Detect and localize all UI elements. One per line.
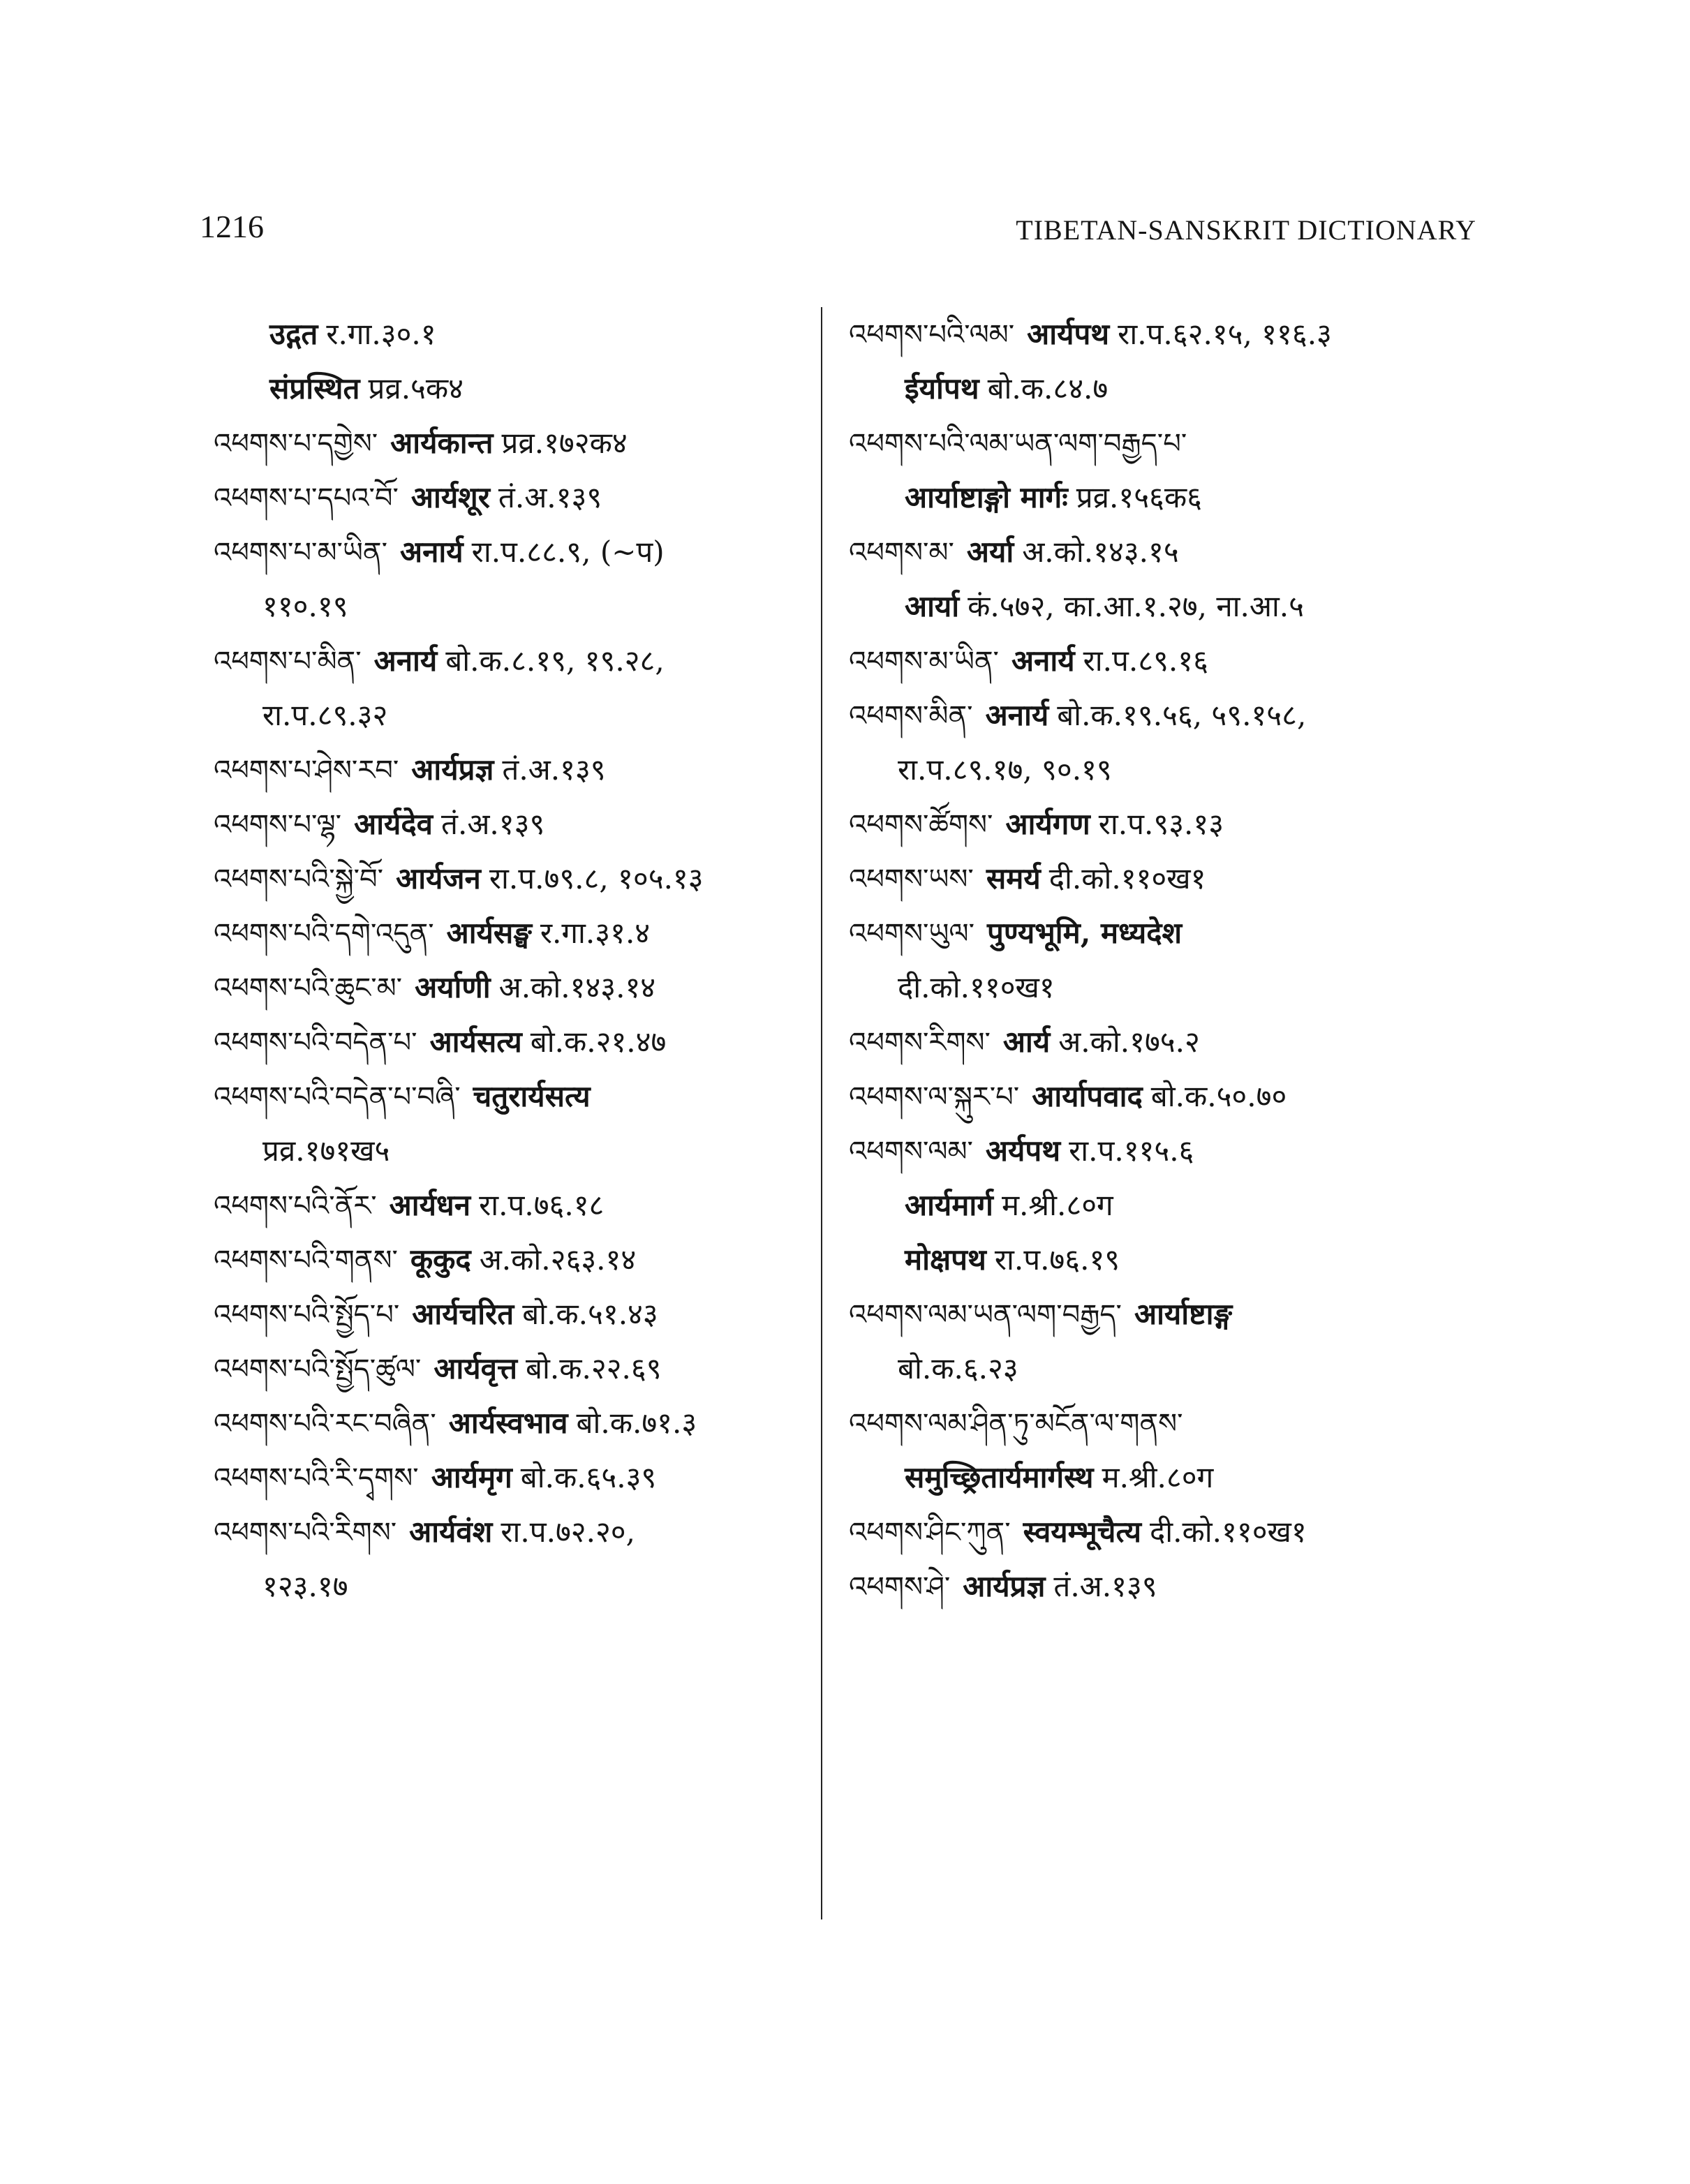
dictionary-line [849, 1287, 1477, 1342]
source-reference: तं.अ.१३९ [441, 807, 545, 841]
tibetan-headword: འཕགས་པ་མིན་ [214, 646, 362, 678]
sanskrit-equivalent: आर्याष्टाङ्गो मार्गः [905, 480, 1068, 514]
tibetan-headword: འཕགས་ལམ་ཤིན་ཏུ་མངོན་ལ་གནས་ [849, 1408, 1183, 1440]
page-number: 1216 [200, 209, 264, 244]
dictionary-line [849, 470, 1477, 525]
source-reference: र.गा.३१.४ [540, 916, 651, 950]
sanskrit-equivalent: आर्यप्रज्ञ [963, 1569, 1046, 1603]
sanskrit-equivalent: आर्यापवाद [1032, 1079, 1143, 1113]
tibetan-headword: འཕགས་མ་ [849, 537, 954, 569]
source-reference: बो.क.७१.३ [576, 1406, 697, 1440]
dictionary-line [214, 634, 814, 688]
sanskrit-equivalent: कूकुद [410, 1242, 471, 1277]
source-reference: रा.प.७६.१८ [479, 1188, 605, 1222]
dictionary-line [849, 688, 1477, 743]
tibetan-headword: འཕགས་པའི་བདེན་པ་ [214, 1027, 417, 1059]
tibetan-headword: འཕགས་པའི་རང་བཞིན་ [214, 1408, 436, 1440]
sanskrit-equivalent: अनार्य [373, 644, 438, 678]
source-reference: बो.क.५०.७० [1150, 1079, 1287, 1113]
source-reference: तं.अ.१३९ [1053, 1569, 1157, 1603]
dictionary-line [849, 1505, 1477, 1559]
dictionary-line [849, 416, 1477, 470]
dictionary-line [849, 1015, 1477, 1069]
dictionary-line [214, 743, 814, 797]
sanskrit-equivalent: अर्या [966, 535, 1014, 569]
source-reference: र.गा.३०.१ [326, 317, 436, 351]
dictionary-line [849, 852, 1477, 906]
sanskrit-equivalent: संप्रस्थित [269, 371, 360, 406]
source-reference: रा.प.८९.१६ [1083, 644, 1208, 678]
sanskrit-equivalent: आर्यमार्ग [905, 1188, 993, 1222]
dictionary-line [849, 1559, 1477, 1614]
sanskrit-equivalent: उद्गत [269, 317, 318, 351]
sanskrit-equivalent: आर्यमृग [431, 1460, 512, 1494]
dictionary-line [214, 307, 814, 362]
dictionary-line [849, 1124, 1477, 1178]
source-reference: म.श्री.८०ग [1102, 1460, 1214, 1494]
dictionary-line [214, 579, 814, 634]
tibetan-headword: འཕགས་པའི་ལམ་ཡན་ལག་བརྒྱད་པ་ [849, 428, 1187, 460]
sanskrit-equivalent: आर्यचरित [412, 1297, 514, 1331]
source-reference: रा.प.७९.८, १०५.१३ [489, 861, 704, 896]
sanskrit-equivalent: अर्याणी [415, 970, 491, 1004]
dictionary-line [849, 906, 1477, 960]
source-reference: बो.क.२२.६९ [526, 1351, 662, 1386]
dictionary-line [849, 1178, 1477, 1233]
right-column [849, 307, 1477, 1614]
dictionary-line [214, 1015, 814, 1069]
source-reference: रा.प.११५.६ [1069, 1134, 1194, 1168]
source-reference: कं.५७२, का.आ.१.२७, ना.आ.५ [968, 589, 1304, 623]
sanskrit-equivalent: स्वयम्भूचैत्य [1023, 1515, 1141, 1549]
tibetan-headword: འཕགས་པའི་གནས་ [214, 1245, 398, 1277]
dictionary-line [214, 1396, 814, 1450]
tibetan-headword: འཕགས་ལམ་ [849, 1136, 973, 1168]
dictionary-line [214, 1178, 814, 1233]
tibetan-headword: འཕགས་ཤེ་ [849, 1571, 951, 1603]
source-reference: रा.प.८९.१७, ९०.१९ [898, 752, 1112, 787]
source-reference: अ.को.१४३.१४ [498, 970, 656, 1004]
source-reference: रा.प.९३.१३ [1098, 807, 1224, 841]
source-reference: म.श्री.८०ग [1001, 1188, 1113, 1222]
dictionary-line [849, 1069, 1477, 1124]
sanskrit-equivalent: समर्य [986, 861, 1041, 896]
sanskrit-equivalent: अनार्य [1011, 644, 1075, 678]
sanskrit-equivalent: समुच्छ्रितार्यमार्गस्थ [905, 1460, 1094, 1494]
dictionary-line [214, 1287, 814, 1342]
dictionary-line [849, 1233, 1477, 1287]
sanskrit-equivalent: आर्यस्वभाव [448, 1406, 568, 1440]
dictionary-line [849, 797, 1477, 852]
sanskrit-equivalent: आर्या [905, 589, 960, 623]
source-reference: प्रव्र.१७१ख५ [262, 1134, 390, 1168]
dictionary-line [849, 743, 1477, 797]
source-reference: अ.को.१४३.१५ [1022, 535, 1179, 569]
tibetan-headword: འཕགས་པ་ཤེས་རབ་ [214, 755, 399, 787]
sanskrit-equivalent: आर्यवृत्त [433, 1351, 517, 1386]
sanskrit-equivalent: आर्यगण [1005, 807, 1090, 841]
source-reference: बो.क.१९.५६, ५९.१५८, [1057, 698, 1307, 732]
source-reference: रा.प.८९.३२ [262, 698, 388, 732]
tibetan-headword: འཕགས་མིན་ [849, 700, 973, 732]
dictionary-line [214, 1124, 814, 1178]
sanskrit-equivalent: आर्य [1002, 1025, 1051, 1059]
column-divider [821, 307, 822, 1919]
source-reference: बो.क.८४.७ [987, 371, 1109, 406]
source-reference: बो.क.६.२३ [898, 1351, 1018, 1386]
source-reference: प्रव्र.१५६क६ [1076, 480, 1202, 514]
source-reference: बो.क.५१.४३ [522, 1297, 658, 1331]
sanskrit-equivalent: आर्यवंश [409, 1515, 493, 1549]
tibetan-headword: འཕགས་ཡས་ [849, 863, 974, 896]
source-reference: तं.अ.१३९ [498, 480, 602, 514]
tibetan-headword: འཕགས་པའི་ཆུང་མ་ [214, 972, 403, 1004]
tibetan-headword: འཕགས་རིགས་ [849, 1027, 991, 1059]
source-reference: प्रव्र.५क४ [368, 371, 464, 406]
sanskrit-equivalent: आर्यसत्य [429, 1025, 522, 1059]
dictionary-line [849, 362, 1477, 416]
sanskrit-equivalent: मोक्षपथ [905, 1242, 986, 1277]
tibetan-headword: འཕགས་པའི་སྤྱོད་ཚུལ་ [214, 1353, 422, 1386]
dictionary-line [849, 307, 1477, 362]
dictionary-line [849, 1450, 1477, 1505]
source-reference: अ.को.२६३.१४ [479, 1242, 637, 1277]
dictionary-line [849, 1396, 1477, 1450]
tibetan-headword: འཕགས་པ་ལྷ་ [214, 809, 342, 841]
sanskrit-equivalent: आर्यजन [396, 861, 481, 896]
dictionary-line [214, 906, 814, 960]
dictionary-line [214, 1450, 814, 1505]
dictionary-line [849, 525, 1477, 579]
tibetan-headword: འཕགས་པའི་རིགས་ [214, 1517, 397, 1549]
source-reference: रा.प.६२.१५, ११६.३ [1118, 317, 1332, 351]
sanskrit-equivalent: आर्यधन [389, 1188, 471, 1222]
sanskrit-equivalent: आर्यसङ्घ [446, 916, 532, 950]
sanskrit-equivalent: आर्यकान्त [390, 426, 494, 460]
tibetan-headword: འཕགས་པ་མ་ཡིན་ [214, 537, 387, 569]
source-reference: बो.क.८.१९, १९.२८, [445, 644, 665, 678]
sanskrit-equivalent: आर्यशूर [410, 480, 490, 514]
tibetan-headword: འཕགས་ཤིང་ཀུན་ [849, 1517, 1011, 1549]
dictionary-line [214, 1233, 814, 1287]
tibetan-headword: འཕགས་ཚོགས་ [849, 809, 993, 841]
sanskrit-equivalent: आर्याष्टाङ्ग [1134, 1297, 1233, 1331]
tibetan-headword: འཕགས་ལམ་ཡན་ལག་བརྒྱད་ [849, 1299, 1122, 1331]
dictionary-line [214, 1342, 814, 1396]
tibetan-headword: འཕགས་པའི་སྐྱེ་བོ་ [214, 863, 384, 896]
tibetan-headword: འཕགས་ལ་སྐུར་པ་ [849, 1081, 1020, 1113]
tibetan-headword: འཕགས་མ་ཡིན་ [849, 646, 999, 678]
left-column [214, 307, 814, 1614]
sanskrit-equivalent: अनार्य [400, 535, 464, 569]
sanskrit-equivalent: आर्यदेव [354, 807, 433, 841]
tibetan-headword: འཕགས་པའི་རི་དྭགས་ [214, 1462, 419, 1494]
source-reference: ११०.१९ [262, 589, 348, 623]
source-reference: १२३.१७ [262, 1569, 348, 1603]
dictionary-line [849, 579, 1477, 634]
source-reference: अ.को.१७५.२ [1058, 1025, 1200, 1059]
source-reference: प्रव्र.१७२क४ [501, 426, 628, 460]
sanskrit-equivalent: ईर्यापथ [905, 371, 979, 406]
source-reference: बो.क.६५.३९ [520, 1460, 657, 1494]
dictionary-line [214, 960, 814, 1015]
tibetan-headword: འཕགས་པའི་དགེ་འདུན་ [214, 918, 434, 950]
dictionary-line [214, 1559, 814, 1614]
tibetan-headword: འཕགས་པའི་བདེན་པ་བཞི་ [214, 1081, 461, 1113]
dictionary-line [214, 1505, 814, 1559]
source-reference: दी.को.११०ख१ [1150, 1515, 1307, 1549]
running-head: TIBETAN-SANSKRIT DICTIONARY [1016, 214, 1476, 246]
dictionary-line [849, 960, 1477, 1015]
sanskrit-equivalent: अर्यपथ [985, 1134, 1061, 1168]
source-reference: बो.क.२१.४७ [530, 1025, 667, 1059]
tibetan-headword: འཕགས་པའི་ལམ་ [849, 319, 1015, 351]
dictionary-line [214, 852, 814, 906]
source-reference: रा.प.७२.२०, [501, 1515, 636, 1549]
sanskrit-equivalent: पुण्यभूमि, मध्यदेश [987, 916, 1183, 950]
tibetan-headword: འཕགས་པའི་སྤྱོད་པ་ [214, 1299, 400, 1331]
dictionary-line [214, 470, 814, 525]
dictionary-line [214, 525, 814, 579]
sanskrit-equivalent: चतुरार्यसत्य [473, 1079, 591, 1113]
tibetan-headword: འཕགས་པའི་ནོར་ [214, 1190, 377, 1222]
dictionary-line [849, 1342, 1477, 1396]
sanskrit-equivalent: आर्यप्रज्ञ [411, 752, 494, 787]
tibetan-headword: འཕགས་པ་དགྱེས་ [214, 428, 378, 460]
dictionary-line [214, 797, 814, 852]
source-reference: रा.प.८८.९, (~प) [471, 535, 665, 569]
source-reference: तं.अ.१३९ [502, 752, 606, 787]
dictionary-line [849, 634, 1477, 688]
tibetan-headword: འཕགས་པ་དཔའ་བོ་ [214, 482, 399, 514]
sanskrit-equivalent: आर्यपथ [1027, 317, 1110, 351]
sanskrit-equivalent: अनार्य [985, 698, 1049, 732]
tibetan-headword: འཕགས་ཡུལ་ [849, 918, 975, 950]
source-reference: दी.को.११०ख१ [1048, 861, 1206, 896]
source-reference: रा.प.७६.१९ [994, 1242, 1120, 1277]
dictionary-line [214, 362, 814, 416]
dictionary-line [214, 1069, 814, 1124]
source-reference: दी.को.११०ख१ [898, 970, 1055, 1004]
dictionary-line [214, 688, 814, 743]
dictionary-line [214, 416, 814, 470]
